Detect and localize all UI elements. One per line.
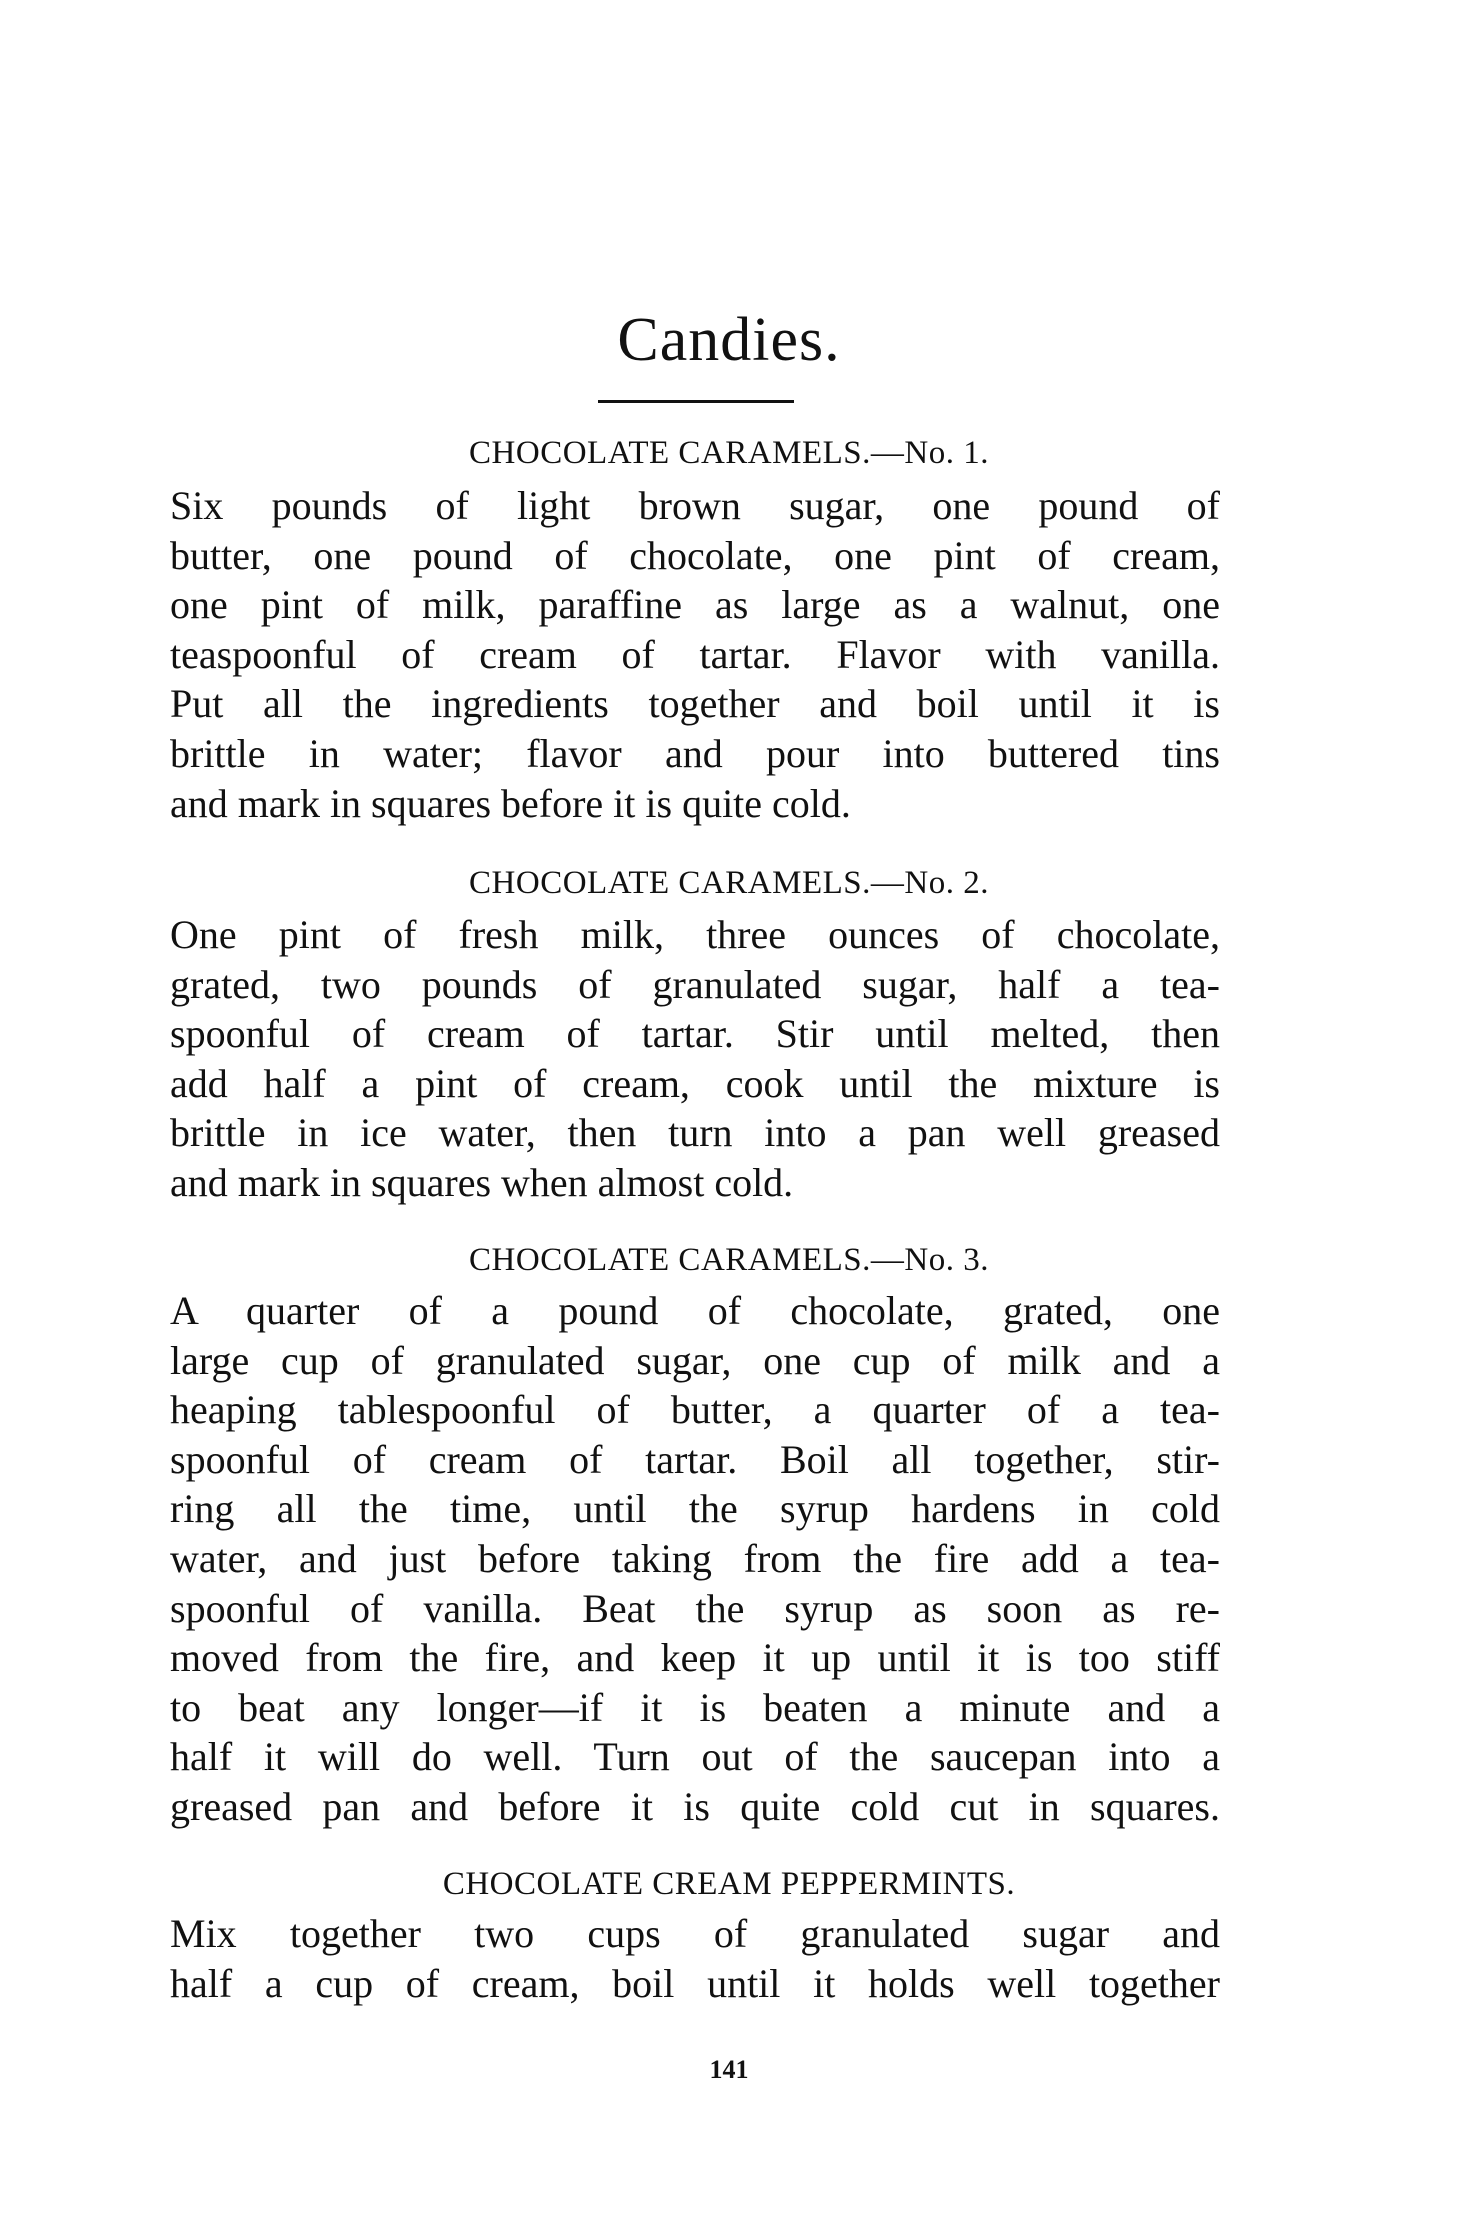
text-line: One pint of fresh milk, three ounces of chocolate, [170,912,1220,957]
text-line: Put all the ingredients together and boil until it is [170,681,1220,727]
text-line: large cup of granulated sugar, one cup of milk and a [170,1337,1220,1383]
text-line: add half a pint of cream, cook until the mixture is [170,1060,1220,1106]
text-line: spoonful of cream of tartar. Stir until melted, then [170,1011,1220,1057]
text-line: half it will do well. Turn out of the saucepan into a [170,1734,1220,1780]
title-rule [598,400,794,403]
text-line: one pint of milk, paraffine as large as a walnut, one [170,582,1220,628]
text-line: and mark in squares when almost cold. [170,1159,794,1205]
recipe-heading: CHOCOLATE CARAMELS.—No. 1. [469,435,989,471]
text-line: water, and just before taking from the fire add a tea- [170,1535,1220,1581]
text-line: brittle in water; flavor and pour into buttered tins [170,730,1220,776]
text-line: moved from the fire, and keep it up until it is too stiff [170,1635,1220,1681]
recipe-body [170,481,1220,828]
text-line: butter, one pound of chocolate, one pint of cream, [170,532,1220,578]
page-title: Candies. [617,306,841,374]
recipe-body [170,1286,1220,1832]
text-line: teaspoonful of cream of tartar. Flavor with vanilla. [170,631,1220,677]
text-line: and mark in squares before it is quite cold. [170,780,851,826]
text-line: brittle in ice water, then turn into a pan well greased [170,1110,1220,1156]
text-line: spoonful of vanilla. Beat the syrup as soon as re- [170,1585,1220,1631]
recipe-heading: CHOCOLATE CARAMELS.—No. 2. [469,865,989,901]
text-line: to beat any longer—if it is beaten a minute and a [170,1684,1220,1730]
text-line: half a cup of cream, boil until it holds well together [170,1960,1220,2006]
text-line: ring all the time, until the syrup hardens in cold [170,1486,1220,1532]
text-line: grated, two pounds of granulated sugar, half a tea- [170,961,1220,1007]
text-line: heaping tablespoonful of butter, a quarter of a tea- [170,1387,1220,1433]
text-line: spoonful of cream of tartar. Boil all together, stir- [170,1436,1220,1482]
text-line: Mix together two cups of granulated sugar and [170,1911,1220,1956]
text-line: greased pan and before it is quite cold cut in squares. [170,1783,1220,1829]
recipe-heading: CHOCOLATE CARAMELS.—No. 3. [469,1242,989,1278]
recipe-heading: CHOCOLATE CREAM PEPPERMINTS. [442,1866,1016,1902]
recipe-body [170,910,1220,1208]
text-line: A quarter of a pound of chocolate, grated, one [170,1288,1220,1333]
page-number: 141 [709,2055,749,2084]
text-line: Six pounds of light brown sugar, one pound of [170,483,1220,528]
recipe-body [170,1909,1220,2008]
